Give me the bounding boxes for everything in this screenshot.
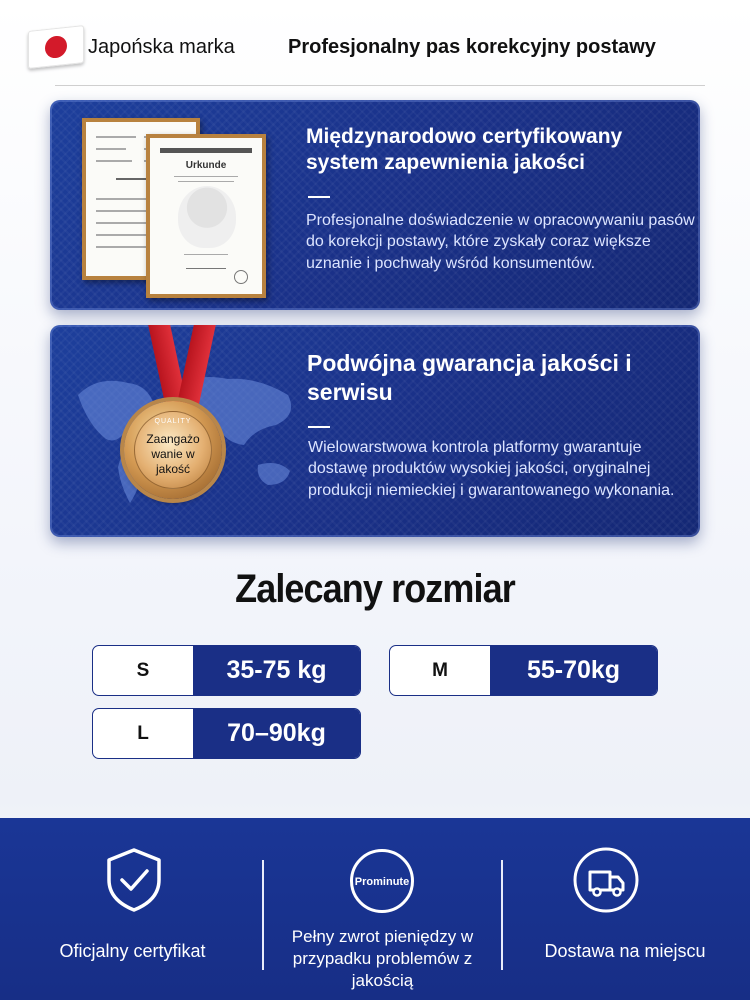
card-title: Podwójna gwarancja jakości i serwisu [307,350,632,405]
title-dash [308,426,330,428]
seal-icon [234,270,248,284]
size-range: 70–90kg [193,709,360,758]
medal-text: Zaangażo wanie w jakość [146,432,200,476]
certificate-front-image [146,134,266,298]
size-range: 55-70kg [490,646,657,695]
medal-arc-text: QUALITY [154,418,192,425]
footer-features [0,818,750,1000]
certification-card [50,100,700,310]
feature-official-certificate [0,818,265,1000]
feature-label: Dostawa na miejscu [544,941,706,961]
card-title: Międzynarodowo certyfikowany system zapewnienia jakości [306,125,623,175]
certificate-title: Urkunde [185,160,227,171]
feature-money-back [265,818,500,1000]
size-heading: Zalecany rozmiar [235,567,515,611]
feature-label: Pełny zwrot pieniędzy w przypadku problemów z jakością [291,927,474,991]
card-description: Wielowarstwowa kontrola platformy gwarantuje dostawę produktów wysokiej jakości, oryginalnej produkcji niemieckiej i gwarantowanego wykonania. [308,439,675,499]
guarantee-card [50,325,700,537]
feature-label: Oficjalny certyfikat [59,941,206,961]
size-option-l[interactable] [92,708,361,759]
delivery-truck-icon [572,846,640,914]
size-letter: S [136,659,150,681]
page-title: Profesjonalny pas korekcyjny postawy [288,36,656,58]
header [0,0,750,90]
badge-text: Prominute [354,876,410,888]
size-option-s[interactable] [92,645,361,696]
shield-check-icon [103,846,165,914]
brand-label: Japońska marka [88,36,235,58]
quality-medal-icon [124,401,222,499]
size-option-m[interactable] [389,645,658,696]
footer-divider [262,860,264,970]
feature-delivery [500,818,750,1000]
badge-icon [350,849,414,913]
size-range: 35-75 kg [193,646,360,695]
card-description: Profesjonalne doświadczenie w opracowywaniu pasów do korekcji postawy, które zyskały coraz większe uznanie i pochwały wśród konsumentów. [306,212,695,272]
title-dash [308,196,330,198]
header-divider [55,85,705,86]
japan-flag-icon [28,25,84,69]
size-letter: L [137,722,149,744]
eagle-emblem-icon [178,186,236,248]
size-letter: M [432,659,448,681]
